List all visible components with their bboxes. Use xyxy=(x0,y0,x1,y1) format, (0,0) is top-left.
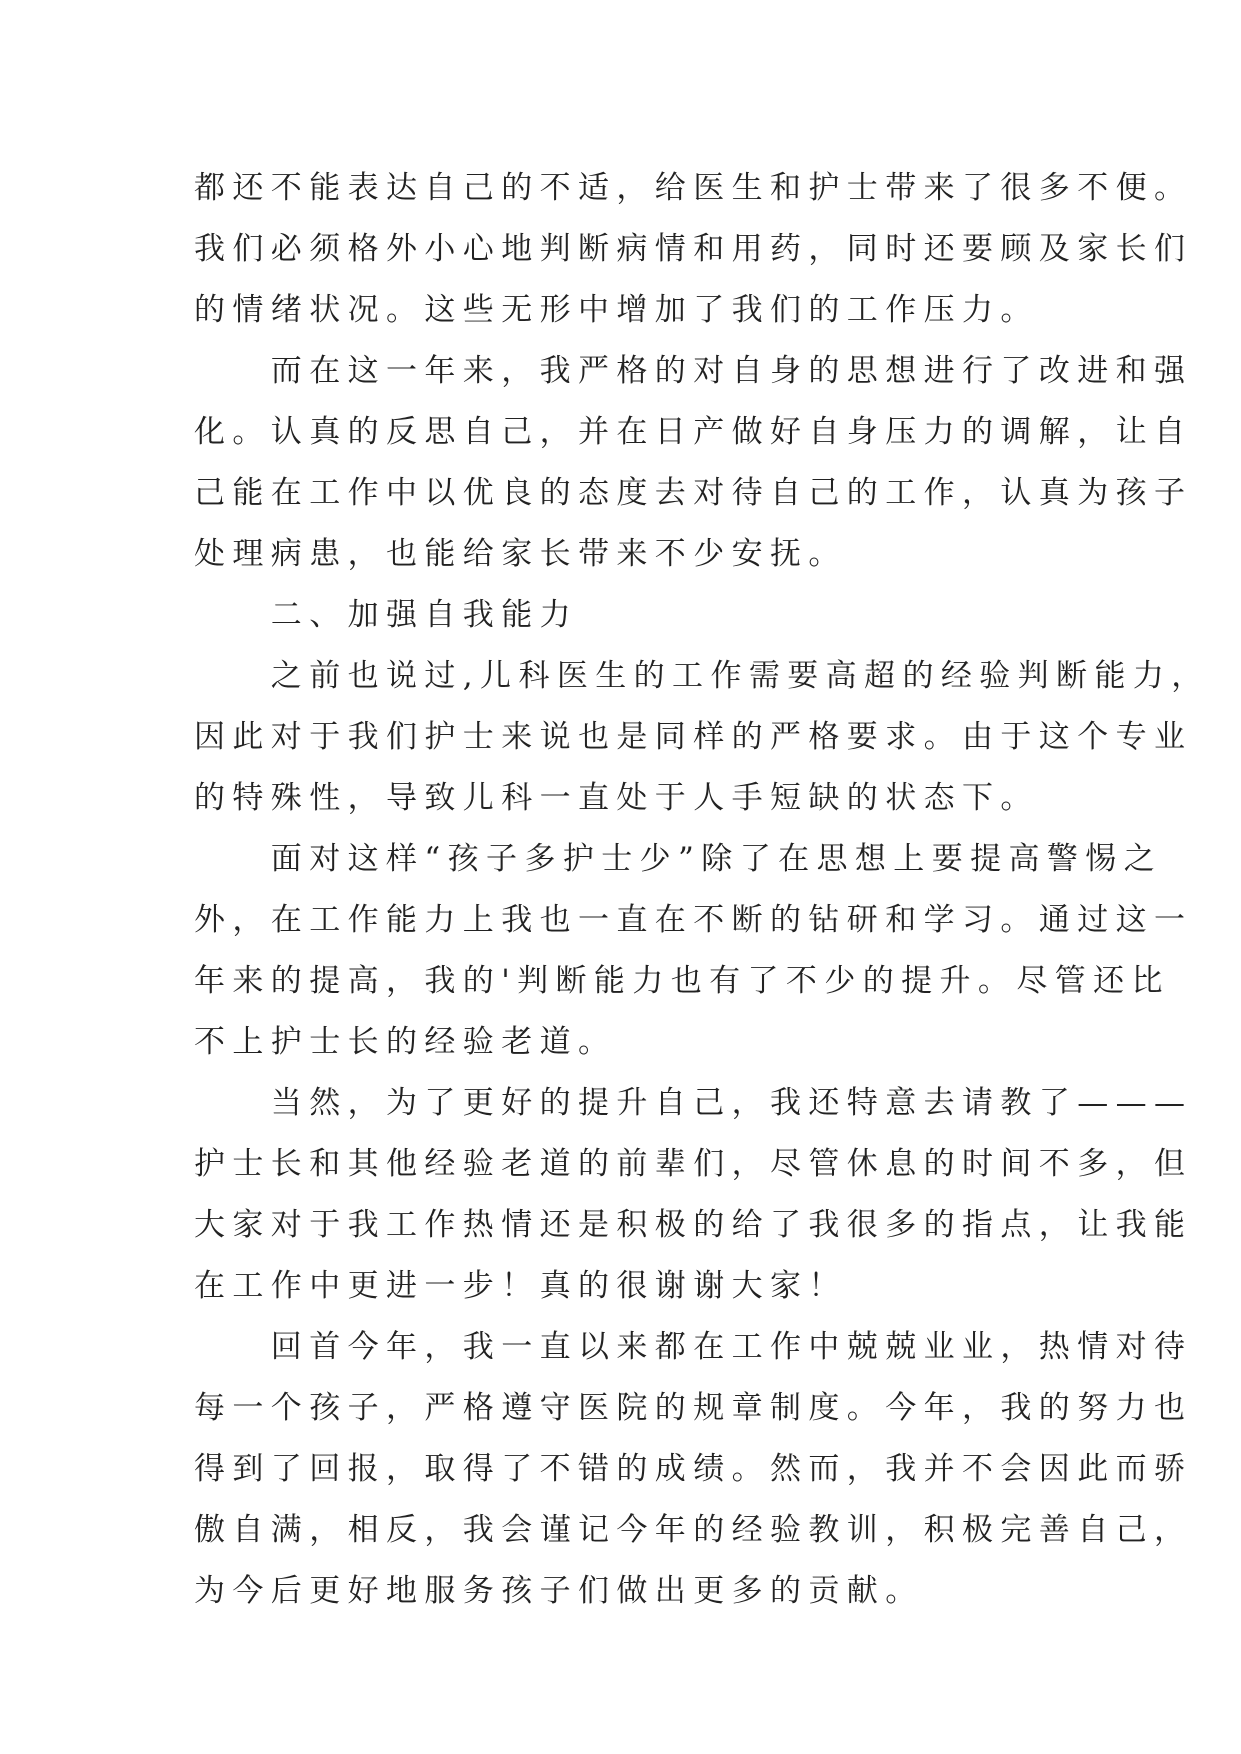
text-line: 我们必须格外小心地判断病情和用药，同时还要顾及家长们 xyxy=(194,231,1193,267)
text-line: 不上护士长的经验老道。 xyxy=(194,1024,617,1060)
text-line: 每一个孩子，严格遵守医院的规章制度。今年，我的努力也 xyxy=(194,1390,1193,1426)
text-line: 回首今年，我一直以来都在工作中兢兢业业，热情对待 xyxy=(194,1329,1193,1365)
text-line: 的特殊性，导致儿科一直处于人手短缺的状态下。 xyxy=(194,780,1039,816)
text-line: 而在这一年来，我严格的对自身的思想进行了改进和强 xyxy=(194,353,1193,389)
text-line: 在工作中更进一步！真的很谢谢大家！ xyxy=(194,1268,847,1304)
text-line: 为今后更好地服务孩子们做出更多的贡献。 xyxy=(194,1573,924,1609)
text-line: 得到了回报，取得了不错的成绩。然而，我并不会因此而骄 xyxy=(194,1451,1193,1487)
section-heading: 二、加强自我能力 xyxy=(194,597,578,633)
text-line: 傲自满，相反，我会谨记今年的经验教训，积极完善自己， xyxy=(194,1512,1193,1548)
document-body xyxy=(194,158,1210,1622)
text-line: 当然，为了更好的提升自己，我还特意去请教了——— xyxy=(194,1085,1193,1121)
text-line: 面对这样“孩子多护士少”除了在思想上要提高警惕之 xyxy=(194,841,1163,877)
text-line: 外，在工作能力上我也一直在不断的钻研和学习。通过这一 xyxy=(194,902,1193,938)
text-line: 己能在工作中以优良的态度去对待自己的工作，认真为孩子 xyxy=(194,475,1193,511)
text-line: 因此对于我们护士来说也是同样的严格要求。由于这个专业 xyxy=(194,719,1193,755)
text-line: 都还不能表达自己的不适，给医生和护士带来了很多不便。 xyxy=(194,170,1193,206)
text-line: 的情绪状况。这些无形中增加了我们的工作压力。 xyxy=(194,292,1039,328)
text-line: 化。认真的反思自己，并在日产做好自身压力的调解，让自 xyxy=(194,414,1193,450)
text-line: 大家对于我工作热情还是积极的给了我很多的指点，让我能 xyxy=(194,1207,1193,1243)
text-line: 处理病患，也能给家长带来不少安抚。 xyxy=(194,536,847,572)
text-line: 年来的提高，我的'判断能力也有了不少的提升。尽管还比 xyxy=(194,963,1170,999)
text-line: 之前也说过,儿科医生的工作需要高超的经验判断能力， xyxy=(194,658,1210,694)
text-line: 护士长和其他经验老道的前辈们，尽管休息的时间不多，但 xyxy=(194,1146,1193,1182)
